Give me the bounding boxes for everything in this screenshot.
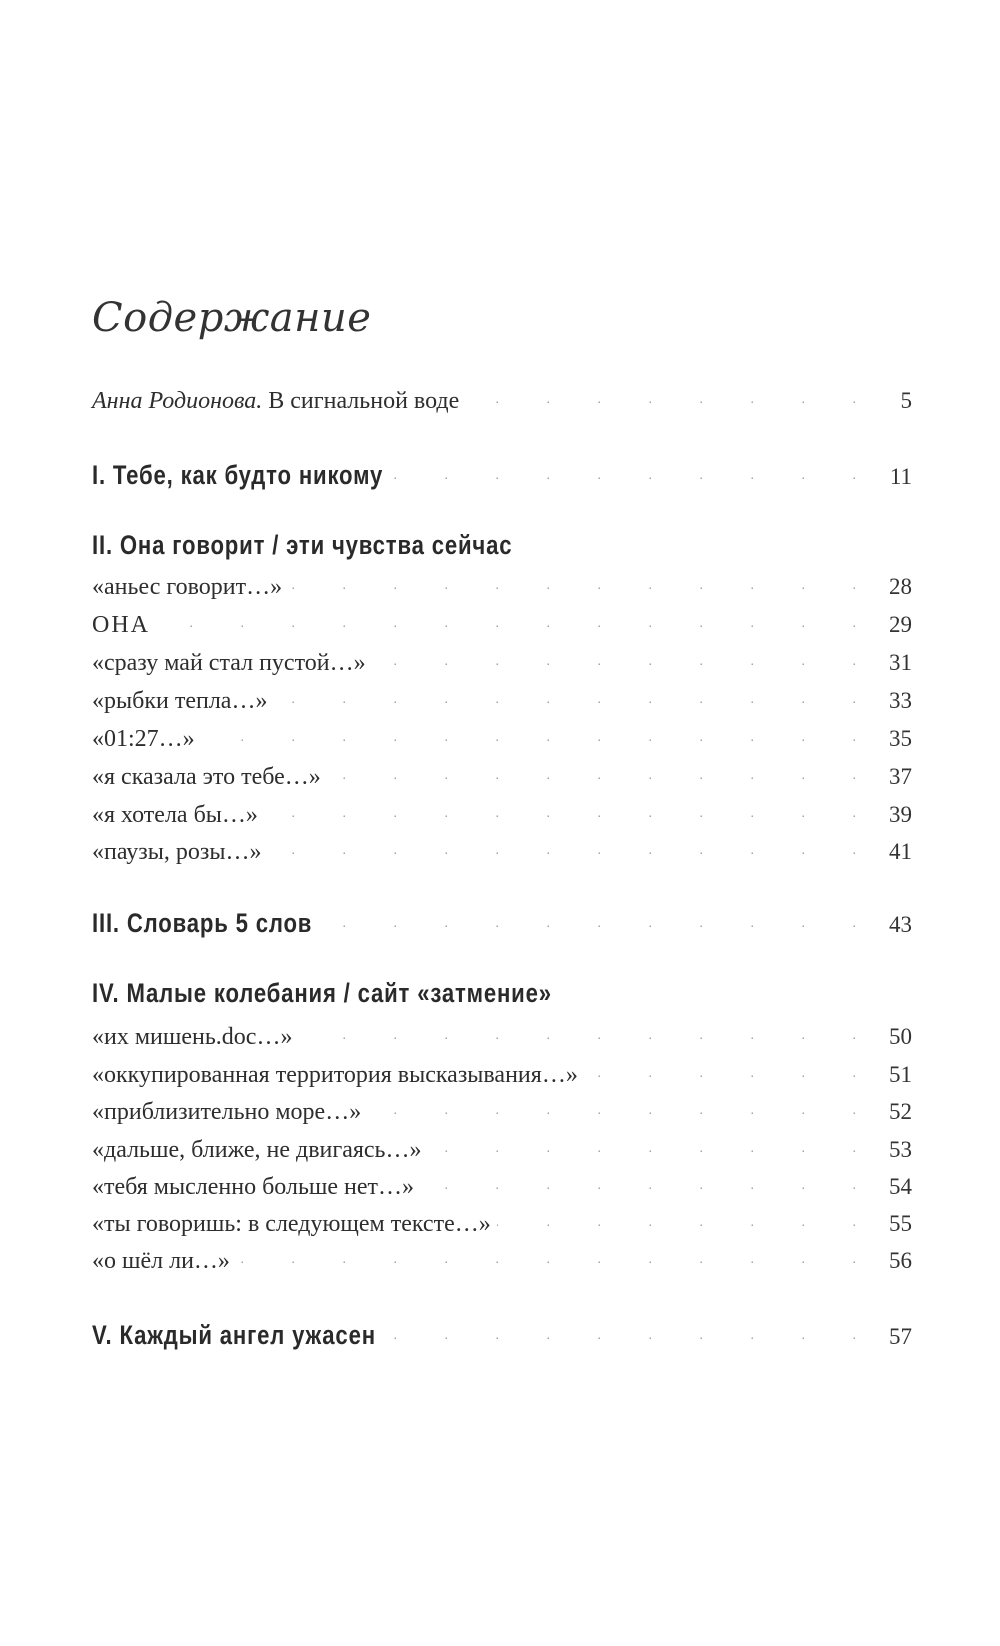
page-number: 50 xyxy=(889,1024,912,1049)
page-number: 11 xyxy=(889,464,912,489)
dot-leader xyxy=(420,1170,878,1194)
dot-leader xyxy=(298,1020,878,1044)
toc-intro-row[interactable] xyxy=(92,384,912,415)
entry-title: ОНА xyxy=(92,612,150,638)
dot-leader xyxy=(363,1328,878,1344)
toc-entry[interactable] xyxy=(92,646,912,677)
toc-title: Содержание xyxy=(92,295,372,341)
section-heading: I. Тебе, как будто никому xyxy=(92,460,384,490)
intro-author: Анна Родионова. xyxy=(92,388,263,414)
dot-leader xyxy=(236,1244,878,1268)
entry-title: «ты говоришь: в следующем тексте…» xyxy=(92,1211,491,1237)
toc-entry[interactable] xyxy=(92,1095,912,1126)
section-heading: III. Словарь 5 слов xyxy=(92,908,313,938)
toc-entry[interactable] xyxy=(92,1207,912,1238)
page-number: 55 xyxy=(889,1211,912,1236)
page-number: 31 xyxy=(889,650,912,675)
toc-entry[interactable] xyxy=(92,570,912,601)
dot-leader xyxy=(497,1207,878,1231)
entry-title: «01:27…» xyxy=(92,726,195,752)
dot-leader xyxy=(201,722,878,746)
dot-leader xyxy=(323,916,878,932)
dot-leader xyxy=(327,760,878,784)
toc-entry[interactable] xyxy=(92,1170,912,1201)
toc-entry[interactable] xyxy=(92,1244,912,1275)
toc-entry[interactable] xyxy=(92,684,912,715)
page-number: 41 xyxy=(889,839,912,864)
dot-leader xyxy=(268,835,879,859)
toc-section-2-heading[interactable]: II. Она говорит / эти чувства сейчас xyxy=(92,530,513,560)
section-heading: V. Каждый ангел ужасен xyxy=(92,1320,376,1350)
page-number: 35 xyxy=(889,726,912,751)
page-number: 57 xyxy=(889,1324,912,1349)
page-number: 56 xyxy=(889,1248,912,1273)
entry-title: «рыбки тепла…» xyxy=(92,688,268,714)
page-number: 54 xyxy=(889,1174,912,1199)
entry-title: «я хотела бы…» xyxy=(92,802,258,828)
entry-title: «аньес говорит…» xyxy=(92,574,283,600)
entry-title: «их мишень.doc…» xyxy=(92,1024,293,1050)
toc-entry[interactable] xyxy=(92,608,912,639)
page-number: 37 xyxy=(889,764,912,789)
dot-leader xyxy=(264,798,878,822)
section-heading-wrap xyxy=(92,460,382,491)
toc-entry[interactable] xyxy=(92,835,912,866)
dot-leader xyxy=(288,570,878,594)
intro-title: В сигнальной воде xyxy=(268,388,460,414)
entry-title: «приблизительно море…» xyxy=(92,1099,362,1125)
dot-leader xyxy=(367,1095,878,1119)
dot-leader xyxy=(273,684,878,708)
entry-title: «о шёл ли…» xyxy=(92,1248,230,1274)
dot-leader xyxy=(156,608,878,632)
toc-section-4-heading[interactable]: IV. Малые колебания / сайт «затмение» xyxy=(92,978,552,1008)
toc-section-5[interactable] xyxy=(92,1320,912,1351)
dot-leader xyxy=(428,1133,879,1157)
toc-entry[interactable] xyxy=(92,1133,912,1164)
entry-title: «оккупированная территория высказывания…» xyxy=(92,1062,578,1088)
dot-leader xyxy=(372,646,878,670)
entry-title: «сразу май стал пустой…» xyxy=(92,650,366,676)
toc-section-1[interactable] xyxy=(92,460,912,491)
section-heading-wrap xyxy=(92,1320,376,1351)
dot-leader xyxy=(465,384,878,408)
page-number: 51 xyxy=(889,1062,912,1087)
page-number: 39 xyxy=(889,802,912,827)
dot-leader xyxy=(584,1058,878,1082)
dot-leader xyxy=(388,468,878,484)
entry-title: «я сказала это тебе…» xyxy=(92,764,321,790)
entry-title: «паузы, розы…» xyxy=(92,839,262,865)
entry-title: «дальше, ближе, не двигаясь…» xyxy=(92,1137,422,1163)
toc-entry[interactable] xyxy=(92,1020,912,1051)
toc-entry[interactable] xyxy=(92,798,912,829)
section-heading-wrap xyxy=(92,908,317,939)
toc-entry[interactable] xyxy=(92,760,912,791)
page-number: 29 xyxy=(889,612,912,637)
page-number: 28 xyxy=(889,574,912,599)
page-number: 5 xyxy=(900,388,912,413)
toc-entry[interactable] xyxy=(92,1058,912,1089)
page-number: 33 xyxy=(889,688,912,713)
page-number: 52 xyxy=(889,1099,912,1124)
entry-title: «тебя мысленно больше нет…» xyxy=(92,1174,415,1200)
page-number: 43 xyxy=(889,912,912,937)
page-number: 53 xyxy=(889,1137,912,1162)
toc-entry[interactable] xyxy=(92,722,912,753)
toc-section-3[interactable] xyxy=(92,908,912,939)
toc-intro-label xyxy=(92,388,459,415)
